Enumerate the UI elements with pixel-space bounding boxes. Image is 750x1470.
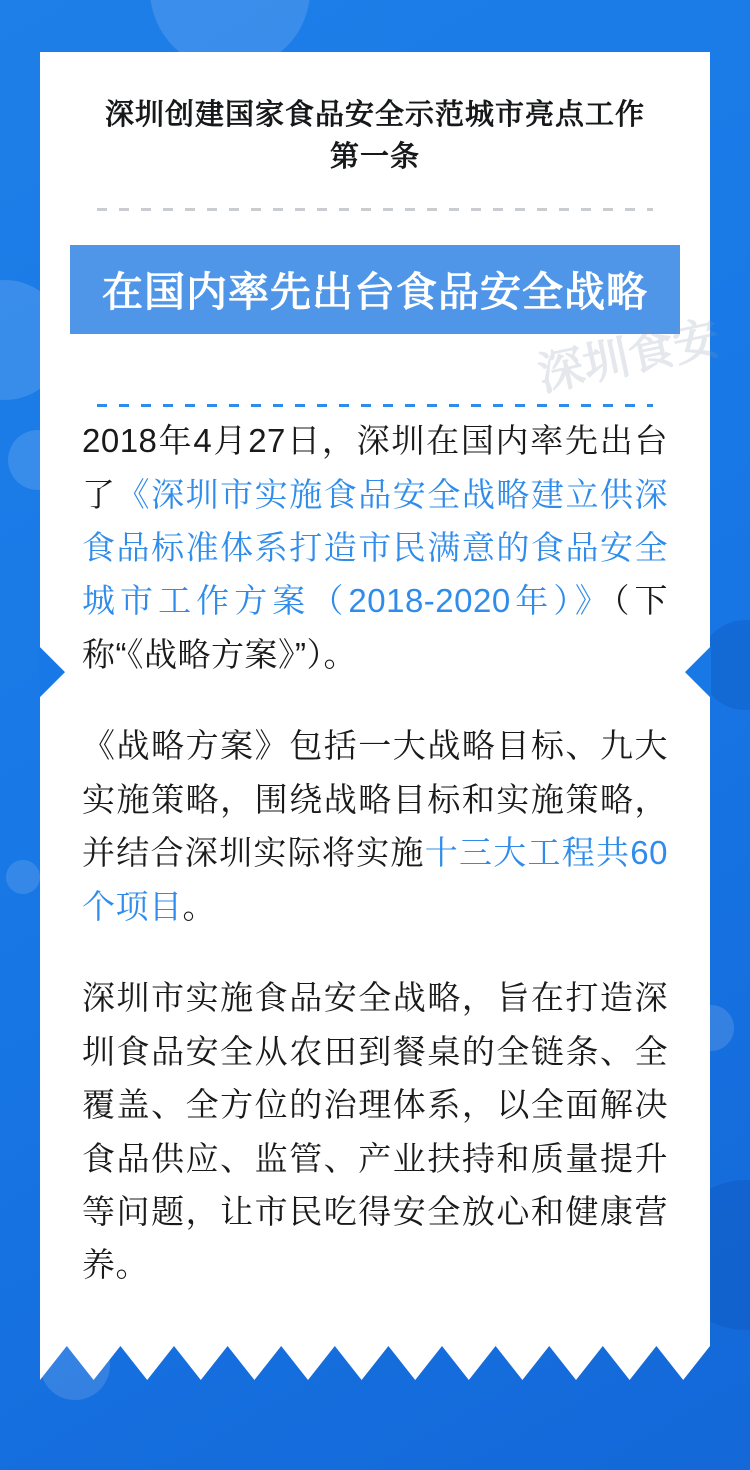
p2-part-c: 。 <box>182 887 216 925</box>
dotted-divider-blue <box>97 404 653 407</box>
dotted-divider-top <box>97 208 653 211</box>
watermark: 深圳食安 <box>533 311 725 401</box>
divider-zone <box>40 334 710 408</box>
p1-part-a: 2018年4月27日，深圳在国内率先出台了 <box>82 422 668 513</box>
decorative-bubble <box>6 860 40 894</box>
headline-banner <box>70 245 680 334</box>
headline-text: 在国内率先出台食品安全战略 <box>102 269 648 316</box>
page-title: 深圳创建国家食品安全示范城市亮点工作 第一条 <box>104 99 645 174</box>
paragraph-1 <box>82 414 668 681</box>
p2-part-a: 《战略方案》包括一大战略目标、九大实施策略，围绕战略目标和实施策略，并结合深圳实际将实施 <box>82 727 668 872</box>
p2-highlight-projects: 十三大工程共60个项目 <box>82 834 668 925</box>
content-card <box>40 52 710 1346</box>
paragraph-2 <box>82 719 668 933</box>
body-text <box>40 408 710 1346</box>
paragraph-3: 深圳市实施食品安全战略，旨在打造深圳食品安全从农田到餐桌的全链条、全覆盖、全方位的治理体系，以全面解决食品供应、监管、产业扶持和质量提升等问题，让市民吃得安全放心和健康营养。 <box>82 979 668 1284</box>
p1-highlight-document-name: 《深圳市实施食品安全战略建立供深食品标准体系打造市民满意的食品安全城市工作方案（2018-2020年）》 <box>82 475 668 620</box>
p1-part-c: （下称“《战略方案》”）。 <box>82 582 668 673</box>
